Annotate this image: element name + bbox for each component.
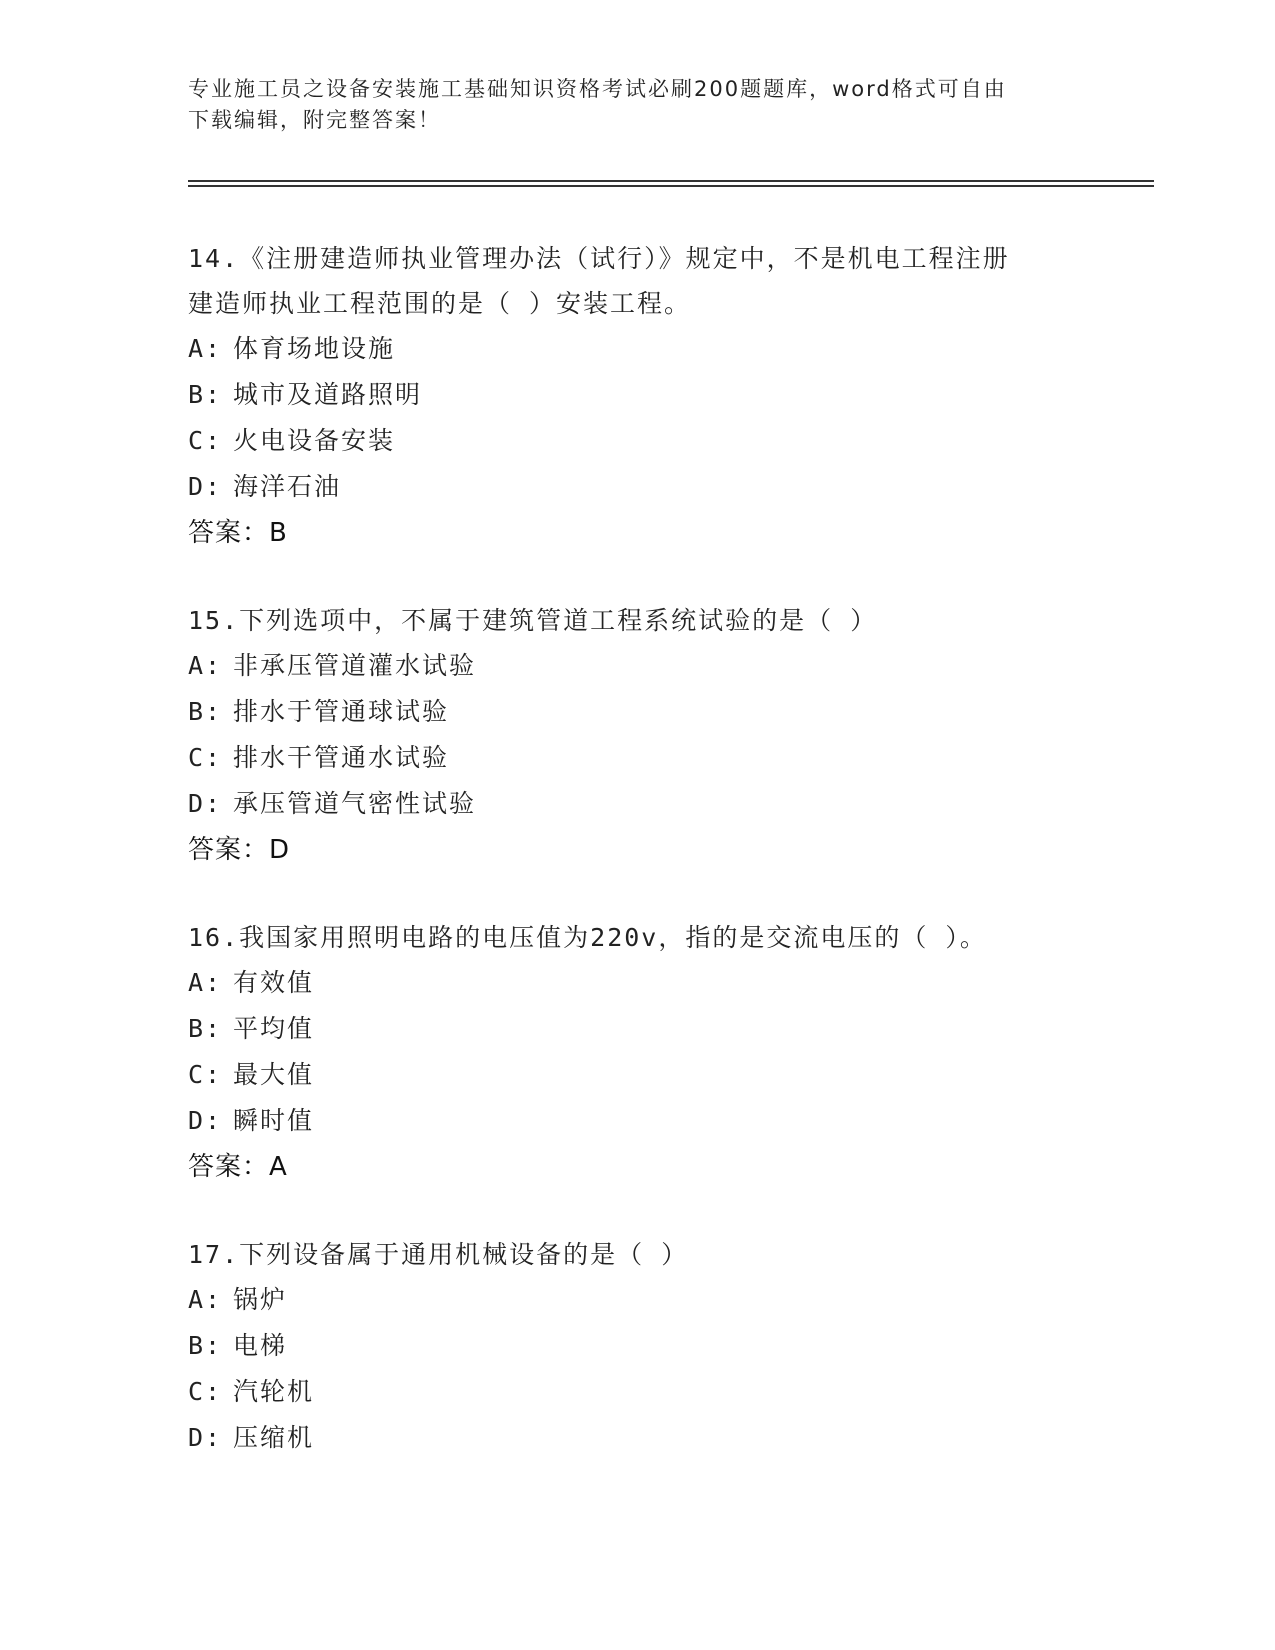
option-key: A: bbox=[188, 334, 223, 363]
option-text: 瞬时值 bbox=[233, 1106, 315, 1135]
question-list bbox=[188, 236, 1088, 1503]
option-d bbox=[188, 781, 1088, 827]
question-stem: 16.我国家用照明电路的电压值为220v，指的是交流电压的（ ）。 bbox=[188, 923, 987, 952]
option-text: 海洋石油 bbox=[233, 472, 342, 501]
question-stem-continued: 建造师执业工程范围的是（ ）安装工程。 bbox=[188, 289, 692, 318]
question-stem: 15.下列选项中，不属于建筑管道工程系统试验的是（ ） bbox=[188, 606, 878, 635]
option-key: B: bbox=[188, 1014, 223, 1043]
header-line-2: 下载编辑，附完整答案！ bbox=[188, 108, 441, 132]
option-c bbox=[188, 1369, 1088, 1415]
option-text: 排水干管通水试验 bbox=[233, 743, 450, 772]
option-b bbox=[188, 372, 1088, 418]
option-text: 承压管道气密性试验 bbox=[233, 789, 477, 818]
header-line-1: 专业施工员之设备安装施工基础知识资格考试必刷200题题库，word格式可自由 bbox=[188, 77, 1007, 101]
answer-label: 答案：D bbox=[188, 835, 291, 865]
option-key: B: bbox=[188, 697, 223, 726]
answer-label: 答案：A bbox=[188, 1152, 288, 1182]
option-b bbox=[188, 689, 1088, 735]
option-a bbox=[188, 960, 1088, 1006]
option-text: 城市及道路照明 bbox=[233, 380, 423, 409]
question-17 bbox=[188, 1232, 1088, 1461]
option-key: C: bbox=[188, 426, 223, 455]
option-d bbox=[188, 464, 1088, 510]
answer-label: 答案：B bbox=[188, 518, 288, 548]
option-text: 非承压管道灌水试验 bbox=[233, 651, 477, 680]
option-text: 体育场地设施 bbox=[233, 334, 396, 363]
option-text: 锅炉 bbox=[233, 1285, 288, 1314]
option-a bbox=[188, 643, 1088, 689]
option-text: 排水于管通球试验 bbox=[233, 697, 450, 726]
header-divider-top bbox=[188, 180, 1154, 182]
option-text: 火电设备安装 bbox=[233, 426, 396, 455]
option-key: B: bbox=[188, 1331, 223, 1360]
option-key: A: bbox=[188, 968, 223, 997]
option-text: 平均值 bbox=[233, 1014, 315, 1043]
option-c bbox=[188, 1052, 1088, 1098]
option-a bbox=[188, 326, 1088, 372]
option-text: 电梯 bbox=[233, 1331, 288, 1360]
option-key: D: bbox=[188, 1106, 223, 1135]
option-d bbox=[188, 1098, 1088, 1144]
option-key: B: bbox=[188, 380, 223, 409]
question-stem: 17.下列设备属于通用机械设备的是（ ） bbox=[188, 1240, 689, 1269]
option-d bbox=[188, 1415, 1088, 1461]
document-header bbox=[188, 74, 1068, 136]
option-key: D: bbox=[188, 472, 223, 501]
option-b bbox=[188, 1323, 1088, 1369]
question-16 bbox=[188, 915, 1088, 1190]
question-15 bbox=[188, 598, 1088, 873]
option-c bbox=[188, 418, 1088, 464]
option-a bbox=[188, 1277, 1088, 1323]
question-14 bbox=[188, 236, 1088, 556]
option-key: C: bbox=[188, 1060, 223, 1089]
option-key: A: bbox=[188, 1285, 223, 1314]
option-b bbox=[188, 1006, 1088, 1052]
option-key: D: bbox=[188, 1423, 223, 1452]
option-key: C: bbox=[188, 743, 223, 772]
option-text: 汽轮机 bbox=[233, 1377, 315, 1406]
option-key: D: bbox=[188, 789, 223, 818]
option-text: 有效值 bbox=[233, 968, 315, 997]
option-text: 最大值 bbox=[233, 1060, 315, 1089]
header-divider-bottom bbox=[188, 185, 1154, 187]
question-stem: 14.《注册建造师执业管理办法（试行）》规定中，不是机电工程注册 bbox=[188, 244, 1010, 273]
option-text: 压缩机 bbox=[233, 1423, 315, 1452]
option-key: C: bbox=[188, 1377, 223, 1406]
option-c bbox=[188, 735, 1088, 781]
option-key: A: bbox=[188, 651, 223, 680]
